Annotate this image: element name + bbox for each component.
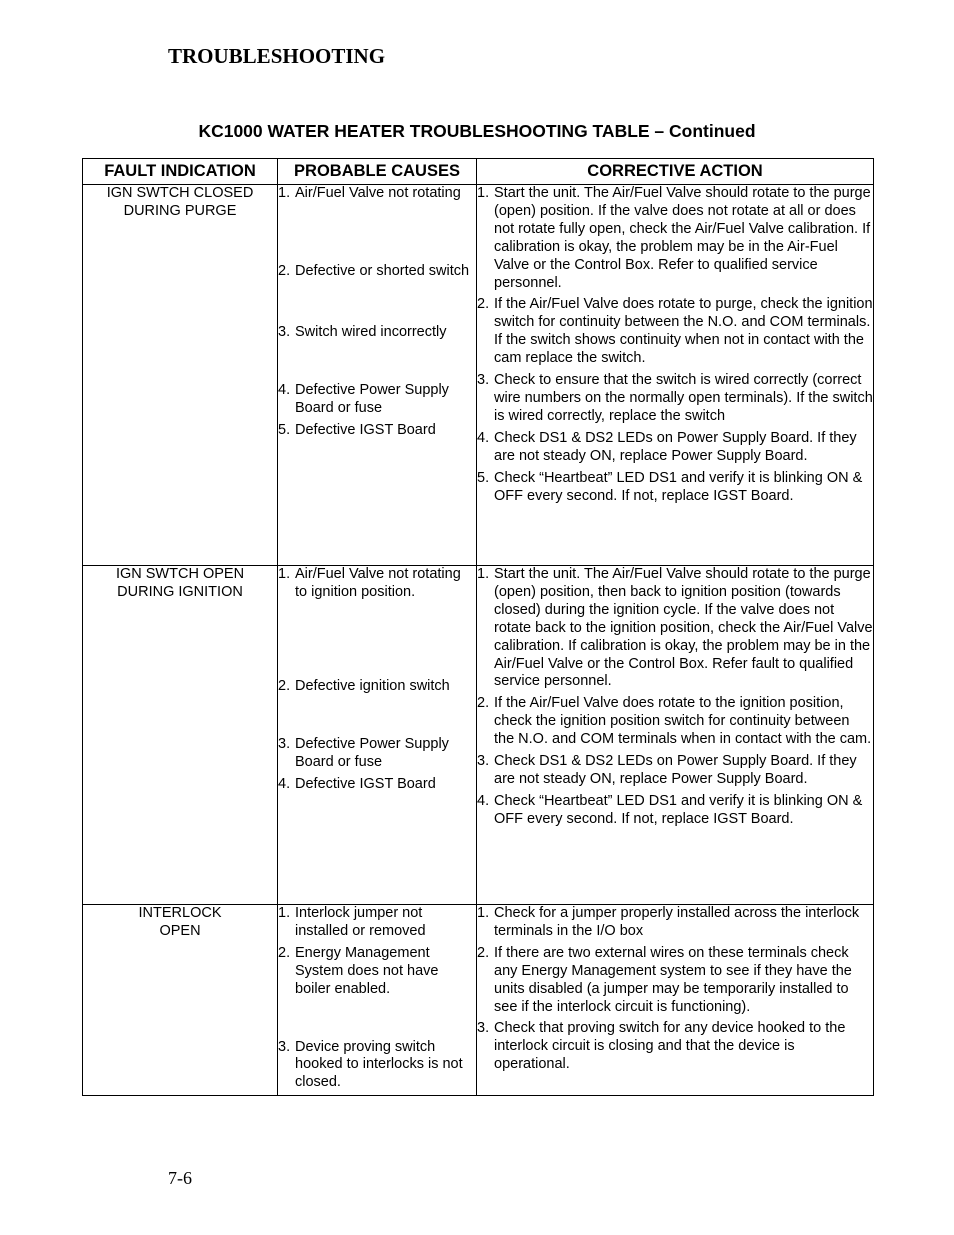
table-row (83, 905, 874, 1096)
corrective-action-cell (477, 905, 874, 1096)
action-item: 2. If there are two external wires on these terminals check any Energy Management system to see if they have the units disabled (a jumper may be temporarily installed to see if the interlock circuit is functioning). (477, 944, 852, 1015)
cause-item: 1. Interlock jumper not installed or removed (278, 905, 426, 939)
probable-causes-cell (278, 185, 477, 566)
corrective-action-cell (477, 566, 874, 905)
cause-item: 4. Defective Power Supply Board or fuse (278, 381, 449, 416)
fault-line: IGN SWTCH CLOSED (106, 185, 254, 201)
troubleshooting-table (82, 158, 874, 1096)
cause-item: 3. Device proving switch hooked to interlocks is not closed. (278, 1038, 463, 1091)
action-item: 1. Check for a jumper properly installed across the interlock terminals in the I/O box (477, 905, 860, 939)
column-header-fault: FAULT INDICATION (83, 159, 278, 185)
action-item: 3. Check DS1 & DS2 LEDs on Power Supply Board. If they are not steady ON, replace Power Supply Board. (477, 753, 857, 787)
column-header-causes: PROBABLE CAUSES (278, 159, 477, 185)
cause-item: 1. Air/Fuel Valve not rotating to ignition position. (278, 566, 461, 600)
action-item: 5. Check “Heartbeat” LED DS1 and verify it is blinking ON & OFF every second. If not, replace IGST Board. (477, 469, 863, 504)
probable-causes-cell (278, 566, 477, 905)
cause-item: 2. Defective ignition switch (278, 677, 450, 694)
action-item: 3. Check to ensure that the switch is wired correctly (correct wire numbers on the normally open terminals). If the switch is wired correctly, replace the switch (477, 372, 873, 424)
action-item: 4. Check “Heartbeat” LED DS1 and verify it is blinking ON & OFF every second. If not, replace IGST Board. (477, 792, 863, 827)
table-header-row (83, 159, 874, 185)
cause-item: 2. Energy Management System does not have boiler enabled. (278, 944, 439, 997)
cause-item: 5. Defective IGST Board (278, 421, 436, 438)
action-item: 3. Check that proving switch for any device hooked to the interlock circuit is closing and that the device is operational. (477, 1020, 846, 1073)
cause-item: 2. Defective or shorted switch (278, 262, 470, 279)
action-item: 1. Start the unit. The Air/Fuel Valve should rotate to the purge (open) position, then back to ignition position (towards closed) during the ignition cycle. If the valve does not rotate back to the ignition position, check the Air/Fuel Valve calibration. If calibration is okay, the problem may be in the Air/Fuel Valve or the Control Box. Refer fault to qualified service personnel. (477, 566, 873, 690)
fault-line: OPEN (159, 922, 201, 939)
fault-indication-cell (83, 905, 278, 1096)
fault-indication-cell (83, 566, 278, 905)
cause-item: 3. Switch wired incorrectly (278, 323, 447, 340)
column-header-action: CORRECTIVE ACTION (477, 159, 874, 185)
action-item: 4. Check DS1 & DS2 LEDs on Power Supply Board. If they are not steady ON, replace Power Supply Board. (477, 429, 857, 464)
cause-item: 1. Air/Fuel Valve not rotating (278, 185, 461, 201)
fault-line: DURING IGNITION (117, 583, 243, 600)
table-row (83, 566, 874, 905)
table-title: KC1000 WATER HEATER TROUBLESHOOTING TABLE – Continued (198, 121, 756, 141)
fault-line: IGN SWTCH OPEN (115, 566, 245, 582)
cause-item: 4. Defective IGST Board (278, 775, 436, 792)
probable-causes-cell (278, 905, 477, 1096)
table-row (83, 185, 874, 566)
action-item: 2. If the Air/Fuel Valve does rotate to purge, check the ignition switch for continuity between the N.O. and COM terminals. If the switch shows continuity when not in contact with the cam replace the switch. (477, 296, 873, 367)
fault-line: INTERLOCK (138, 905, 222, 921)
page-number: 7-6 (168, 1168, 192, 1188)
fault-indication-cell (83, 185, 278, 566)
action-item: 1. Start the unit. The Air/Fuel Valve should rotate to the purge (open) position. If the valve does not rotate at all or does not rotate fully open, check the Air/Fuel Valve calibration. If calibration is okay, the problem may be in the Air-Fuel Valve or the Control Box. Refer to qualified service personnel. (477, 185, 871, 291)
action-item: 2. If the Air/Fuel Valve does rotate to the ignition position, check the ignition position switch for continuity between the N.O. and COM terminals when in contact with the cam. (477, 695, 872, 748)
corrective-action-cell (477, 185, 874, 566)
section-title: TROUBLESHOOTING (168, 44, 386, 68)
fault-line: DURING PURGE (123, 202, 237, 219)
cause-item: 3. Defective Power Supply Board or fuse (278, 735, 449, 770)
